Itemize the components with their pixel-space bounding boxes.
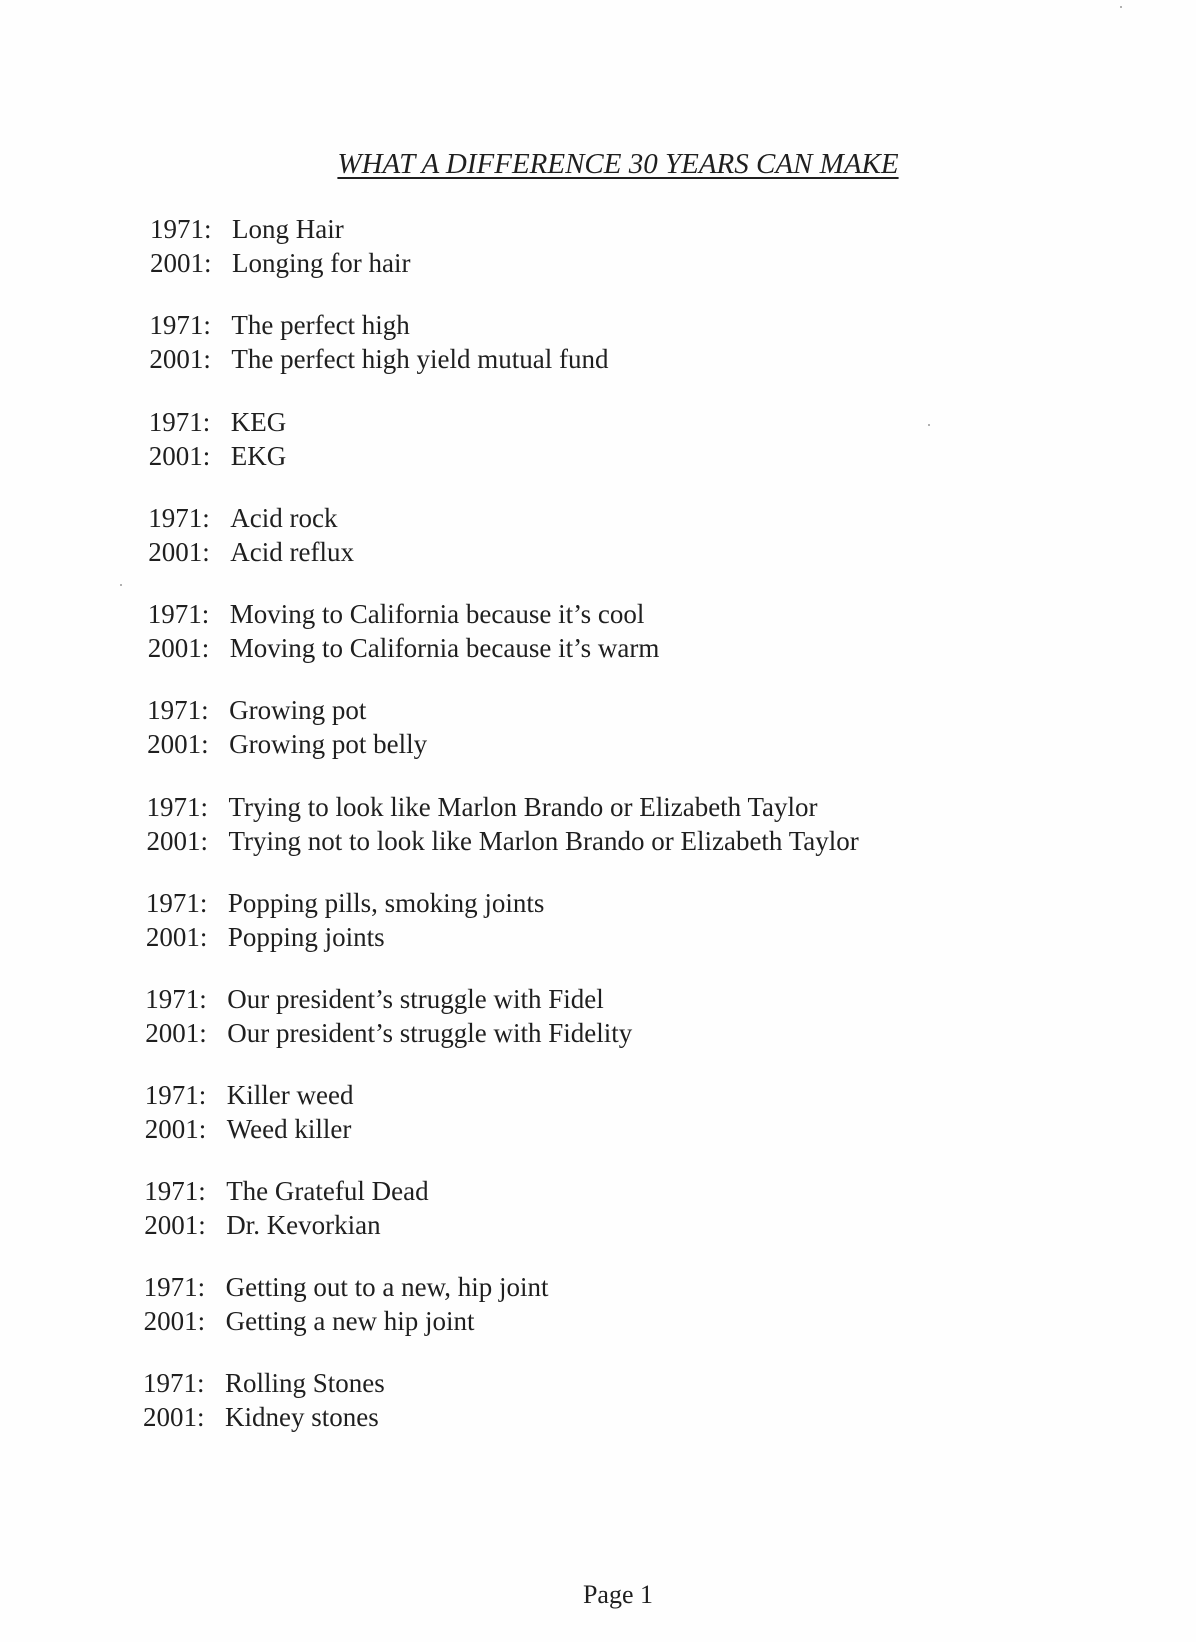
entry-text: Moving to California because it’s cool xyxy=(229,599,645,629)
comparison-pair xyxy=(149,308,608,376)
year-label: 2001: xyxy=(148,537,210,567)
year-label: 2001: xyxy=(146,826,209,856)
year-label: 2001: xyxy=(145,1018,207,1048)
line-1971 xyxy=(148,597,660,631)
entry-text: Popping joints xyxy=(227,922,385,952)
comparison-pair xyxy=(145,982,632,1050)
year-label: 1971: xyxy=(143,1368,205,1398)
line-1971 xyxy=(144,1270,549,1304)
line-2001 xyxy=(149,439,287,473)
year-label: 2001: xyxy=(147,729,209,759)
scan-speck xyxy=(120,584,122,586)
scan-speck xyxy=(1120,6,1122,8)
line-1971 xyxy=(149,308,608,342)
line-1971 xyxy=(149,405,287,439)
entry-text: Getting out to a new, hip joint xyxy=(225,1272,549,1302)
year-label: 2001: xyxy=(144,1210,206,1240)
entry-text: Acid reflux xyxy=(230,537,354,567)
page-number: Page 1 xyxy=(582,1580,654,1609)
line-2001 xyxy=(145,1016,632,1050)
year-label: 2001: xyxy=(147,633,210,663)
comparison-pair xyxy=(148,501,354,569)
year-label: 1971: xyxy=(149,310,211,340)
year-label: 2001: xyxy=(143,1402,205,1432)
year-label: 1971: xyxy=(144,1080,207,1110)
line-1971 xyxy=(147,693,427,727)
year-label: 1971: xyxy=(147,599,210,629)
comparison-pair xyxy=(143,1366,385,1434)
year-label: 1971: xyxy=(145,888,208,918)
line-2001 xyxy=(146,920,545,954)
entry-text: The Grateful Dead xyxy=(226,1176,429,1206)
line-1971 xyxy=(145,1078,354,1112)
line-1971 xyxy=(143,1366,385,1400)
line-2001 xyxy=(148,631,660,665)
line-1971 xyxy=(145,982,632,1016)
entry-text: Our president’s struggle with Fidel xyxy=(227,984,604,1014)
year-label: 1971: xyxy=(150,214,212,244)
line-2001 xyxy=(147,824,859,858)
line-2001 xyxy=(147,727,427,761)
comparison-pair xyxy=(146,886,545,954)
comparison-pair xyxy=(149,405,287,473)
entry-text: EKG xyxy=(230,441,287,471)
year-label: 1971: xyxy=(146,792,209,822)
entry-text: Rolling Stones xyxy=(225,1368,385,1398)
comparison-pair xyxy=(147,693,427,761)
entry-text: Long Hair xyxy=(232,214,344,244)
comparison-pair xyxy=(150,212,410,280)
entry-text: Growing pot belly xyxy=(229,729,428,759)
year-label: 2001: xyxy=(148,441,211,471)
entry-text: Moving to California because it’s warm xyxy=(229,633,660,663)
line-2001 xyxy=(144,1304,549,1338)
entry-text: Weed killer xyxy=(226,1114,352,1144)
entry-text: Our president’s struggle with Fidelity xyxy=(227,1018,633,1048)
document-title: WHAT A DIFFERENCE 30 YEARS CAN MAKE xyxy=(337,148,899,180)
entry-text: The perfect high xyxy=(231,310,410,340)
year-label: 1971: xyxy=(148,407,211,437)
year-label: 1971: xyxy=(147,695,209,725)
entry-text: Trying to look like Marlon Brando or Elizabeth Taylor xyxy=(228,792,818,822)
entry-text: Longing for hair xyxy=(232,248,411,278)
entry-text: Kidney stones xyxy=(225,1402,379,1432)
entry-text: Killer weed xyxy=(226,1080,354,1110)
entry-text: Dr. Kevorkian xyxy=(226,1210,381,1240)
scan-speck xyxy=(928,424,930,426)
comparison-pair xyxy=(144,1270,549,1338)
entry-text: Getting a new hip joint xyxy=(225,1306,475,1336)
entry-text: Acid rock xyxy=(230,503,338,533)
year-label: 2001: xyxy=(144,1114,207,1144)
comparison-pair xyxy=(144,1174,428,1242)
year-label: 2001: xyxy=(145,922,208,952)
comparison-pair xyxy=(147,790,859,858)
year-label: 1971: xyxy=(143,1272,206,1302)
entry-text: Popping pills, smoking joints xyxy=(227,888,545,918)
year-label: 2001: xyxy=(143,1306,206,1336)
year-label: 1971: xyxy=(144,1176,206,1206)
comparison-pair xyxy=(145,1078,354,1146)
entry-text: Growing pot xyxy=(229,695,367,725)
entry-text: KEG xyxy=(230,407,287,437)
line-1971 xyxy=(146,886,545,920)
line-2001 xyxy=(149,342,608,376)
line-2001 xyxy=(145,1112,354,1146)
year-label: 2001: xyxy=(149,344,211,374)
year-label: 1971: xyxy=(148,503,210,533)
line-1971 xyxy=(147,790,859,824)
line-1971 xyxy=(144,1174,428,1208)
comparison-pair xyxy=(148,597,660,665)
entry-text: The perfect high yield mutual fund xyxy=(231,344,609,374)
line-2001 xyxy=(143,1400,385,1434)
line-2001 xyxy=(150,246,410,280)
entry-text: Trying not to look like Marlon Brando or Elizabeth Taylor xyxy=(228,826,859,856)
line-1971 xyxy=(148,501,354,535)
year-label: 1971: xyxy=(145,984,207,1014)
line-2001 xyxy=(148,535,354,569)
line-1971 xyxy=(150,212,410,246)
year-label: 2001: xyxy=(150,248,212,278)
line-2001 xyxy=(144,1208,428,1242)
